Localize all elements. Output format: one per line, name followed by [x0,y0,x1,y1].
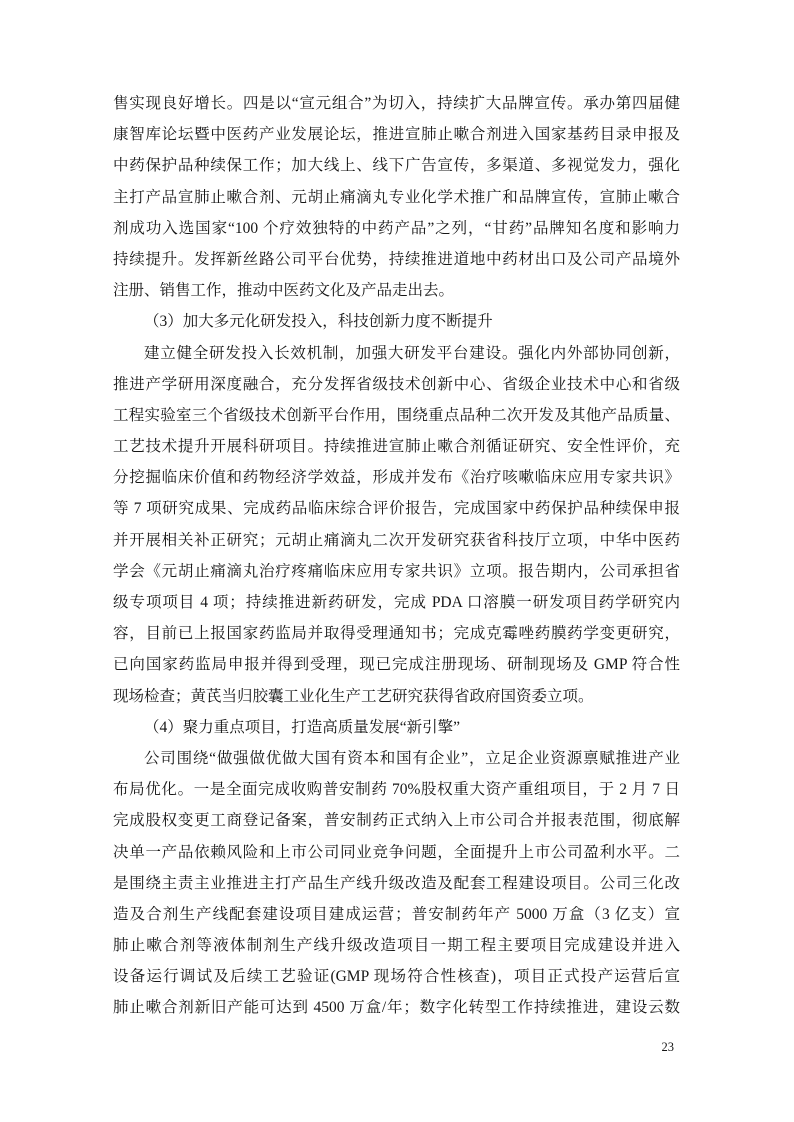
text-line: 剂成功入选国家“100 个疗效独特的中药产品”之列，“甘药”品牌知名度和影响力 [113,219,680,237]
text-line: 中药保护品种续保工作；加大线上、线下广告宣传，多渠道、多视觉发力，强化 [113,157,680,175]
text-line: 现场检查；黄芪当归胶囊工业化生产工艺研究获得省政府国资委立项。 [113,687,594,705]
text-line: 完成股权变更工商登记备案，普安制药正式纳入上市公司合并报表范围，彻底解 [113,812,680,830]
text-line: 是围绕主责主业推进主打产品生产线升级改造及配套工程建设项目。公司三化改 [113,874,680,892]
text-line: 工艺技术提升开展科研项目。持续推进宣肺止嗽合剂循证研究、安全性评价，充 [113,438,680,456]
page-number: 23 [661,1040,674,1054]
text-line: 造及合剂生产线配套建设项目建成运营；普安制药年产 5000 万盒（3 亿支）宣 [113,905,680,923]
text-line: 推进产学研用深度融合，充分发挥省级技术创新中心、省级企业技术中心和省级 [113,375,680,393]
text-line: 等 7 项研究成果、完成药品临床综合评价报告，完成国家中药保护品种续保申报 [113,500,680,518]
text-line: 容，目前已上报国家药监局并取得受理通知书；完成克霉唑药膜药学变更研究， [113,625,680,643]
text-line: 注册、销售工作，推动中医药文化及产品走出去。 [113,282,455,300]
text-line: 持续提升。发挥新丝路公司平台优势，持续推进道地中药材出口及公司产品境外 [113,250,680,268]
document-body [113,88,680,1024]
text-line: 主打产品宣肺止嗽合剂、元胡止痛滴丸专业化学术推广和品牌宣传，宣肺止嗽合 [113,188,680,206]
text-line: 级专项项目 4 项；持续推进新药研发，完成 PDA 口溶膜一研发项目药学研究内 [113,594,680,611]
text-line: 决单一产品依赖风险和上市公司同业竞争问题，全面提升上市公司盈利水平。二 [113,843,680,861]
text-line: 工程实验室三个省级技术创新平台作用，围绕重点品种二次开发及其他产品质量、 [113,406,680,424]
text-line: 分挖掘临床价值和药物经济学效益，形成并发布《治疗咳嗽临床应用专家共识》 [113,469,680,487]
text-line: 售实现良好增长。四是以“宣元组合”为切入，持续扩大品牌宣传。承办第四届健 [113,95,680,112]
text-line: 公司围绕“做强做优做大国有资本和国有企业”，立足企业资源禀赋推进产业 [144,749,680,767]
text-line: 设备运行调试及后续工艺验证(GMP 现场符合性核查)，项目正式投产运营后宣 [113,968,680,986]
section-heading: （3）加大多元化研发投入，科技创新力度不断提升 [144,313,493,331]
text-line: 肺止嗽合剂新旧产能可达到 4500 万盒/年；数字化转型工作持续推进，建设云数 [113,999,680,1017]
text-line: 建立健全研发投入长效机制，加强大研发平台建设。强化内外部协同创新， [144,344,680,362]
text-line: 已向国家药监局申报并得到受理，现已完成注册现场、研制现场及 GMP 符合性 [113,656,680,674]
text-line: 并开展相关补正研究；元胡止痛滴丸二次开发研究获省科技厅立项，中华中医药 [113,531,680,549]
section-heading: （4）聚力重点项目，打造高质量发展“新引擎” [144,718,461,736]
text-line: 康智库论坛暨中医药产业发展论坛，推进宣肺止嗽合剂进入国家基药目录申报及 [113,126,680,144]
text-line: 学会《元胡止痛滴丸治疗疼痛临床应用专家共识》立项。报告期内，公司承担省 [113,562,680,580]
text-line: 布局优化。一是全面完成收购普安制药 70%股权重大资产重组项目，于 2 月 7 日 [113,781,680,799]
text-line: 肺止嗽合剂等液体制剂生产线升级改造项目一期工程主要项目完成建设并进入 [113,937,680,955]
